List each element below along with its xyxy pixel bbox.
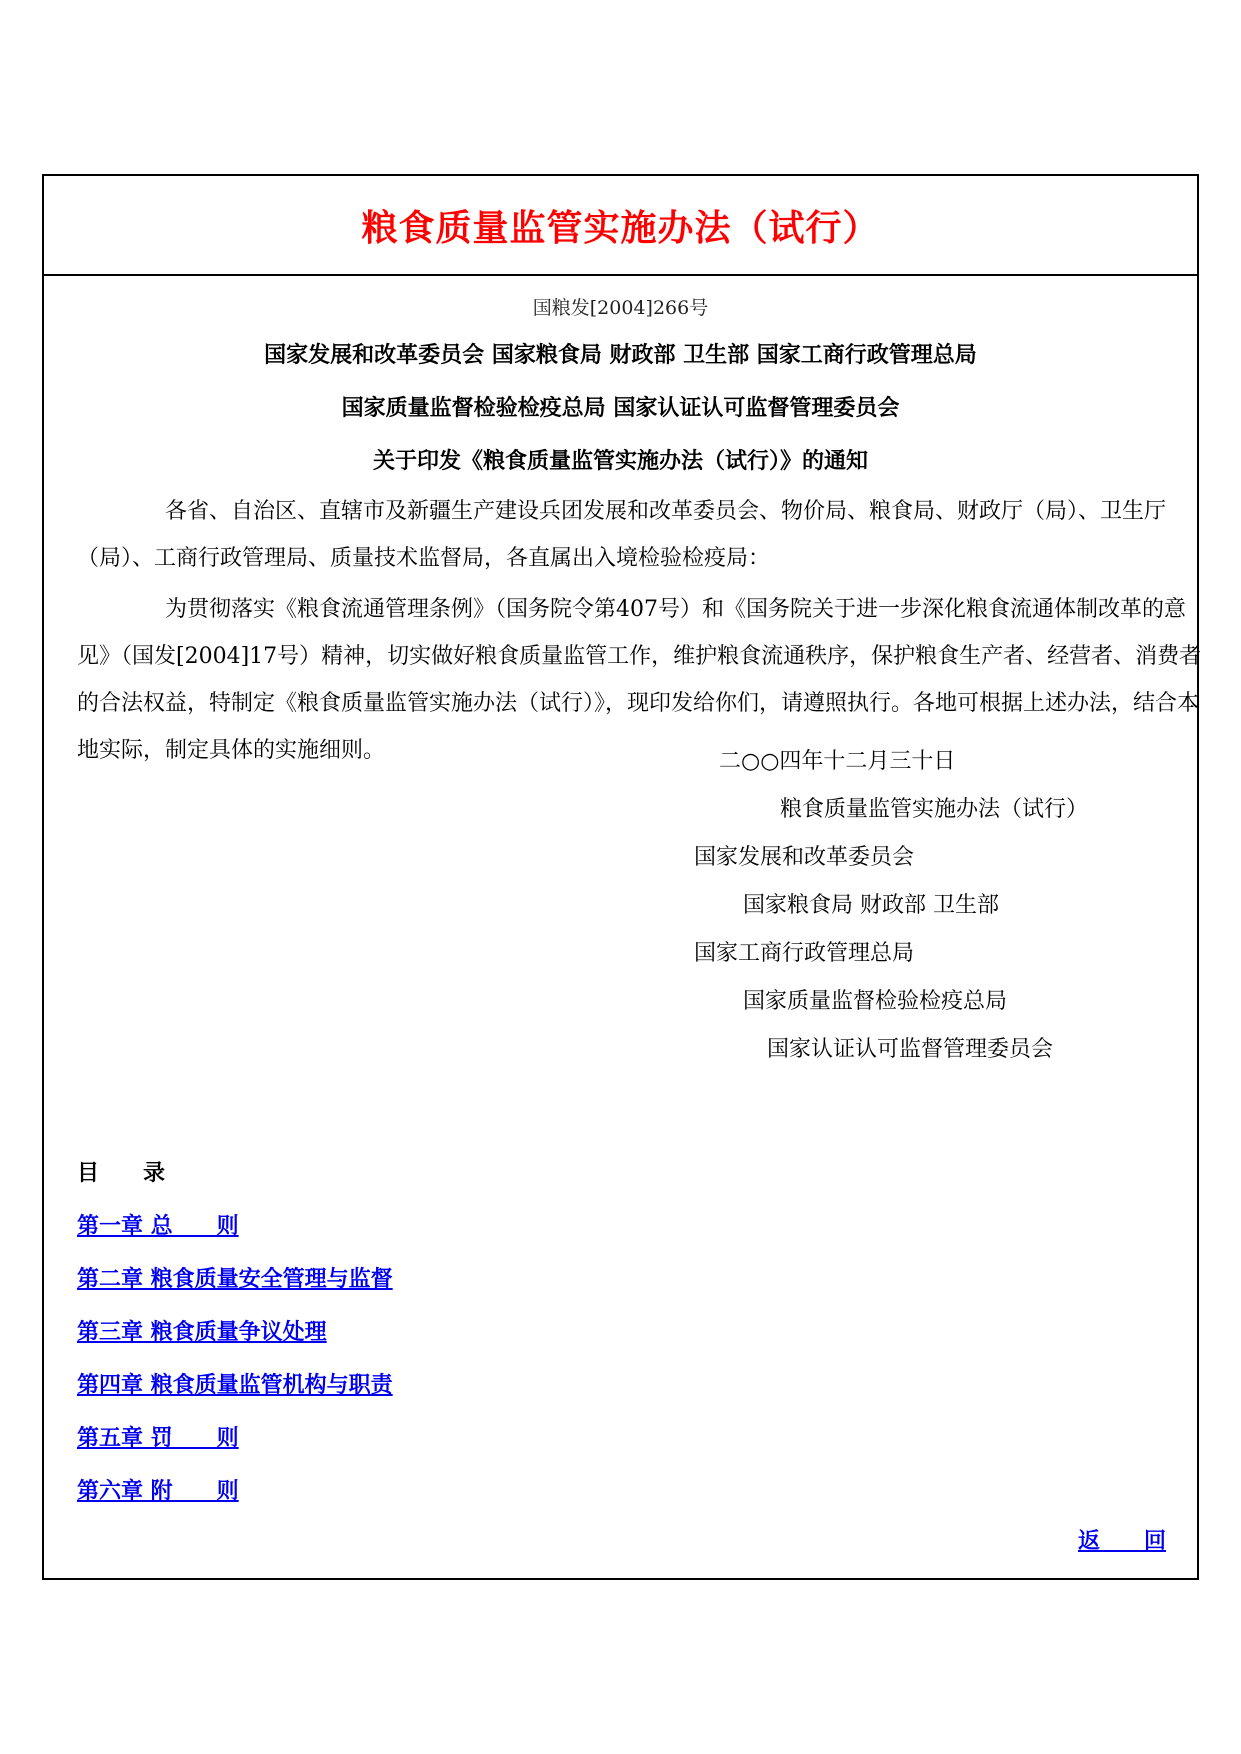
- notice-title: 关于印发《粮食质量监管实施办法（试行）》的通知: [372, 448, 868, 474]
- signatory-org-1: 国家发展和改革委员会: [694, 845, 915, 870]
- signatory-org-3: 国家工商行政管理总局: [694, 941, 915, 966]
- toc-link-chapter-1[interactable]: 第一章 总 则: [77, 1213, 239, 1239]
- page-title: 粮食质量监管实施办法（试行）: [361, 206, 880, 249]
- body-paragraph: 为贯彻落实《粮食流通管理条例》（国务院令第407号）和《国务院关于进一步深化粮食流通体制改革的意见》（国发[2004]17号）精神，切实做好粮食质量监管工作，维护粮食流通秩序，保护粮食生产者、经营者、消费者的合法权益，特制定《粮食质量监管实施办法（试行）》，现印发给你们，请遵照执行。各地可根据上述办法，结合本地实际，制定具体的实施细则。: [77, 597, 1202, 763]
- document-frame: [42, 174, 1202, 1580]
- toc-link-chapter-4[interactable]: 第四章 粮食质量监管机构与职责: [77, 1372, 393, 1398]
- toc-link-chapter-5[interactable]: 第五章 罚 则: [77, 1425, 239, 1451]
- addressee-paragraph: 各省、自治区、直辖市及新疆生产建设兵团发展和改革委员会、物价局、粮食局、财政厅（局）、卫生厅（局）、工商行政管理局、质量技术监督局，各直属出入境检验检疫局：: [77, 499, 1167, 571]
- toc-link-chapter-3[interactable]: 第三章 粮食质量争议处理: [77, 1319, 327, 1345]
- signatory-org-4: 国家质量监督检验检疫总局: [743, 989, 1008, 1014]
- issuers-line-1: 国家发展和改革委员会 国家粮食局 财政部 卫生部 国家工商行政管理总局: [264, 342, 977, 368]
- document-number: 国粮发[2004]266号: [532, 297, 709, 319]
- signatory-org-5: 国家认证认可监督管理委员会: [767, 1037, 1054, 1062]
- issuers-line-2: 国家质量监督检验检疫总局 国家认证认可监督管理委员会: [341, 395, 900, 421]
- back-link[interactable]: 返 回: [1077, 1528, 1166, 1554]
- attachment-title: 粮食质量监管实施办法（试行）: [780, 797, 1089, 822]
- issue-date: 二○○四年十二月三十日: [719, 749, 956, 774]
- toc-link-chapter-2[interactable]: 第二章 粮食质量安全管理与监督: [77, 1266, 393, 1292]
- toc-link-chapter-6[interactable]: 第六章 附 则: [77, 1478, 239, 1504]
- signatory-org-2: 国家粮食局 财政部 卫生部: [743, 893, 999, 918]
- toc-heading: 目 录: [77, 1160, 166, 1186]
- title-row: [44, 176, 1197, 276]
